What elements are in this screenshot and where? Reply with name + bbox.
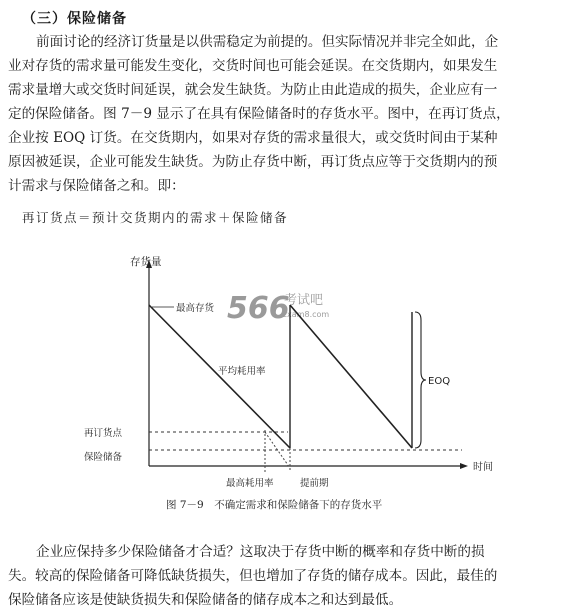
- max-consumption-line: [265, 432, 290, 468]
- x-axis-label: 时间: [473, 462, 493, 473]
- y-axis-label: 存货量: [130, 256, 162, 268]
- inventory-curve: [149, 305, 412, 468]
- watermark-url: Exam8.com: [282, 310, 330, 319]
- paragraph-conclusion: [8, 540, 572, 612]
- watermark-logo: [227, 291, 329, 326]
- watermark-text: 考试吧: [284, 293, 324, 308]
- paragraph-line: 原因被延误，企业可能发生缺货。为防止存货中断，再订货点应等于交货期内的预: [8, 154, 498, 170]
- reorder-point-label: 再订货点: [84, 428, 123, 439]
- max-stock-label: 最高存货: [176, 303, 215, 314]
- eoq-label: EOQ: [428, 376, 451, 387]
- paragraph-line: 需求量增大或交货时间延误，就会发生缺货。为防止由此造成的损失，企业应有一: [8, 82, 498, 98]
- eoq-brace: [415, 312, 426, 448]
- paragraph-line: 定的保险储备。图 7－9 显示了在具有保险储备时的存货水平。图中，在再订货点，: [8, 106, 510, 122]
- paragraph-line: 计需求与保险储备之和。即：: [8, 178, 185, 194]
- paragraph-line: 业对存货的需求量可能发生变化，交货时间也可能会延误。在交货期内，如果发生: [8, 58, 498, 74]
- paragraph-line: 保险储备应该是使缺货损失和保险储备的储存成本之和达到最低。: [8, 592, 403, 608]
- paragraph-line: 失。较高的保险储备可降低缺货损失，但也增加了存货的储存成本。因此，最佳的: [8, 568, 498, 584]
- section-heading: （三）保险储备: [22, 11, 127, 27]
- figure-caption: 图 7－9 不确定需求和保险储备下的存货水平: [166, 499, 383, 511]
- reorder-point-formula: 再订货点＝预计交货期内的需求＋保险储备: [22, 210, 289, 225]
- x-axis-arrow: [460, 463, 468, 469]
- max-consumption-label: 最高耗用率: [226, 478, 274, 489]
- paragraph-line: 前面讨论的经济订货量是以供需稳定为前提的。但实际情况并非完全如此，企: [36, 34, 499, 50]
- watermark-number: 566: [227, 291, 290, 326]
- second-consumption-line: [290, 305, 412, 448]
- axes: [146, 260, 468, 469]
- safety-stock-label: 保险储备: [84, 452, 123, 463]
- paragraph-line: 企业应保持多少保险储备才合适？这取决于存货中断的概率和存货中断的损: [36, 544, 485, 560]
- paragraph-line: 企业按 EOQ 订货。在交货期内，如果对存货的需求量很大，或交货时间由于某种: [8, 130, 498, 146]
- lead-time-label: 提前期: [300, 478, 329, 489]
- avg-consumption-label: 平均耗用率: [218, 366, 266, 377]
